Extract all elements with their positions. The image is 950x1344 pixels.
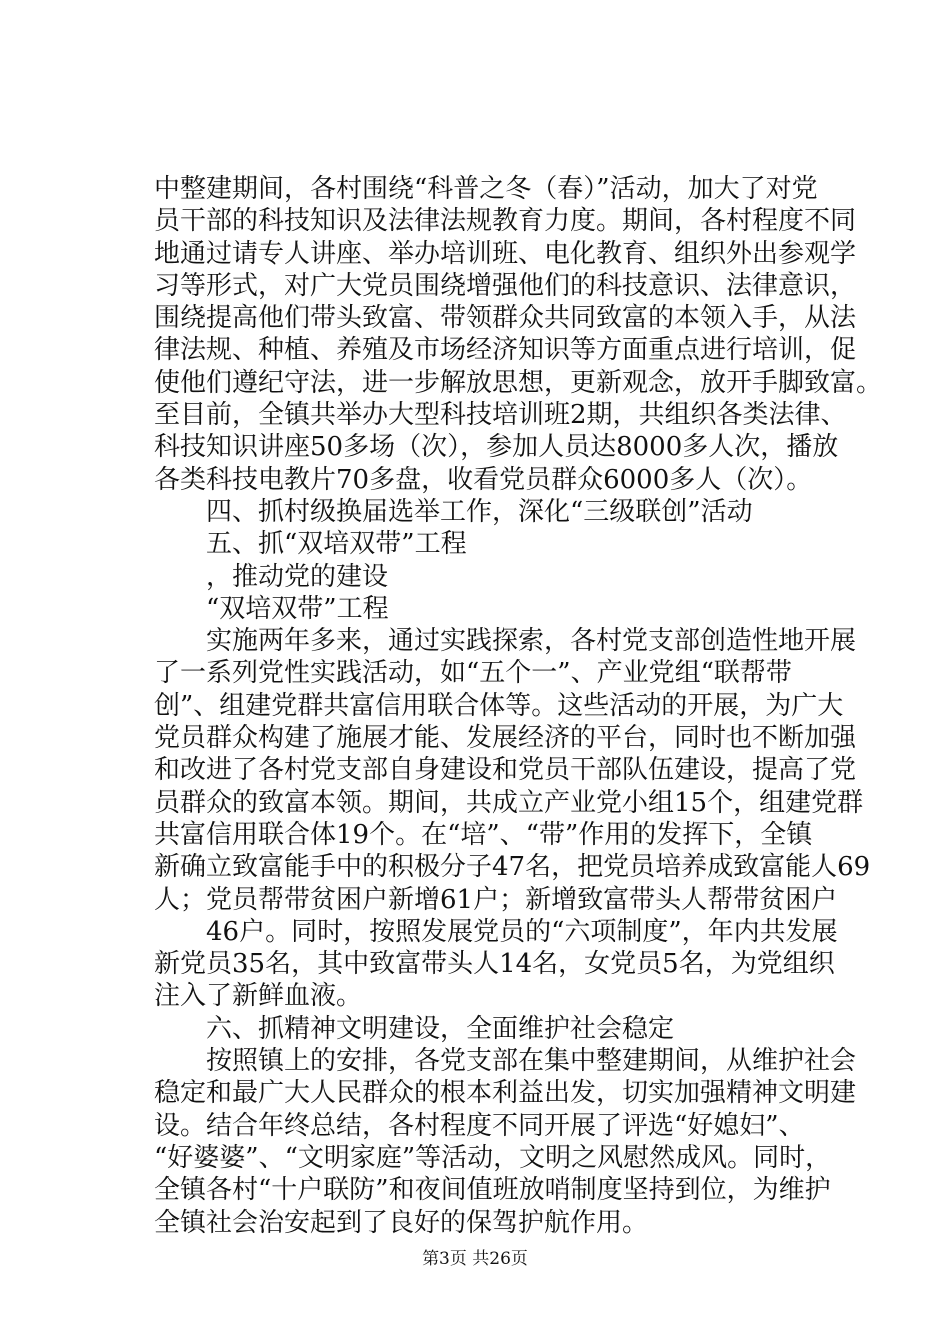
section-heading: 六、抓精神文明建设，全面维护社会稳定 [154, 1013, 675, 1044]
text-line: 围绕提高他们带头致富、带领群众共同致富的本领入手，从法 [154, 303, 857, 334]
text-line: 46户。同时，按照发展党员的“六项制度”，年内共发展 [154, 916, 838, 947]
text-line: 习等形式，对广大党员围绕增强他们的科技意识、法律意识， [154, 270, 857, 301]
text-line: 员群众的致富本领。期间，共成立产业党小组15个，组建党群 [154, 787, 864, 818]
text-line: 稳定和最广大人民群众的根本利益出发，切实加强精神文明建 [154, 1078, 857, 1109]
text-line: 全镇各村“十户联防”和夜间值班放哨制度坚持到位，为维护 [154, 1175, 831, 1206]
text-line: “双培双带”工程 [154, 593, 389, 624]
text-line: 实施两年多来，通过实践探索，各村党支部创造性地开展 [154, 626, 857, 657]
text-line: 新确立致富能手中的积极分子47名，把党员培养成致富能人69 [154, 852, 871, 883]
text-line: 全镇社会治安起到了良好的保驾护航作用。 [154, 1207, 649, 1238]
text-line: 和改进了各村党支部自身建设和党员干部队伍建设，提高了党 [154, 755, 857, 786]
text-line: 至目前，全镇共举办大型科技培训班2期，共组织各类法律、 [154, 400, 847, 431]
document-body [154, 173, 883, 1239]
text-line: 注入了新鲜血液。 [154, 981, 363, 1012]
text-line: 地通过请专人讲座、举办培训班、电化教育、组织外出参观学 [154, 238, 857, 269]
text-line: 人；党员帮带贫困户新增61户；新增致富带头人帮带贫困户 [154, 884, 838, 915]
text-line: 党员群众构建了施展才能、发展经济的平台，同时也不断加强 [154, 723, 857, 754]
text-line: 共富信用联合体19个。在“培”、“带”作用的发挥下，全镇 [154, 819, 813, 850]
text-line: 科技知识讲座50多场（次），参加人员达8000多人次，播放 [154, 432, 839, 463]
text-line: ，推动党的建设 [154, 561, 389, 592]
text-line: 使他们遵纪守法，进一步解放思想，更新观念，放开手脚致富。 [154, 367, 883, 398]
section-heading: 五、抓“双培双带”工程 [154, 529, 467, 560]
text-line: 按照镇上的安排，各党支部在集中整建期间，从维护社会 [154, 1046, 857, 1077]
text-line: 设。结合年终总结，各村程度不同开展了评选“好媳妇”、 [154, 1110, 805, 1141]
text-line: 中整建期间，各村围绕“科普之冬（春）”活动，加大了对党 [154, 174, 818, 204]
text-line: 各类科技电教片70多盘，收看党员群众6000多人（次）。 [154, 464, 813, 495]
section-heading: 四、抓村级换届选举工作，深化“三级联创”活动 [154, 496, 753, 527]
text-line: 员干部的科技知识及法律法规教育力度。期间，各村程度不同 [154, 206, 857, 237]
text-line: 创”、组建党群共富信用联合体等。这些活动的开展，为广大 [154, 690, 844, 721]
text-line: “好婆婆”、“文明家庭”等活动，文明之风慰然成风。同时， [154, 1142, 832, 1173]
page-number-footer: 第3页 共26页 [422, 1249, 528, 1269]
text-line: 了一系列党性实践活动，如“五个一”、产业党组“联帮带 [154, 658, 792, 689]
text-line: 律法规、种植、养殖及市场经济知识等方面重点进行培训，促 [154, 335, 857, 366]
text-line: 新党员35名，其中致富带头人14名，女党员5名，为党组织 [154, 949, 835, 980]
